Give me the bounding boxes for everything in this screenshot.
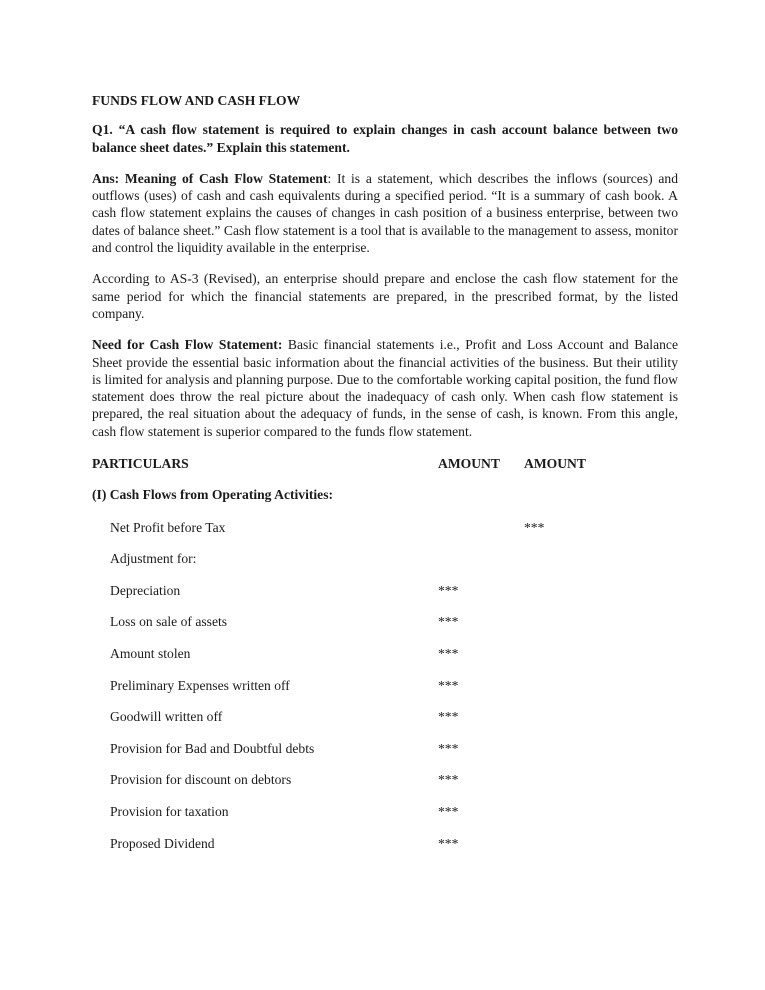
row-amount-1: *** — [438, 835, 459, 851]
row-label: Amount stolen — [110, 646, 191, 662]
table-section-operating-activities: (I) Cash Flows from Operating Activities: — [92, 487, 334, 503]
row-amount-1: *** — [438, 803, 459, 819]
table-row — [92, 582, 678, 599]
table-header-row — [92, 455, 678, 472]
row-label: Provision for taxation — [110, 803, 229, 819]
paragraph-meaning — [92, 170, 678, 256]
table-header-particulars: PARTICULARS — [92, 456, 189, 472]
row-amount-1: *** — [438, 646, 459, 662]
row-label: Goodwill written off — [110, 709, 223, 725]
paragraph-meaning-lead: Ans: Meaning of Cash Flow Statement — [92, 170, 328, 186]
table-row — [92, 771, 678, 788]
table-row — [92, 803, 678, 820]
row-label: Proposed Dividend — [110, 835, 215, 851]
row-amount-2: *** — [524, 519, 545, 535]
row-label: Provision for discount on debtors — [110, 772, 292, 788]
table-row — [92, 740, 678, 757]
row-label: Depreciation — [110, 582, 181, 598]
row-amount-1: *** — [438, 740, 459, 756]
table-header-amount-2: AMOUNT — [524, 456, 586, 472]
row-label: Adjustment for: — [110, 551, 197, 567]
table-row — [92, 835, 678, 852]
table-row — [92, 519, 678, 536]
paragraph-need-lead: Need for Cash Flow Statement: — [92, 337, 283, 353]
row-amount-1: *** — [438, 772, 459, 788]
table-header-amount-1: AMOUNT — [438, 456, 500, 472]
paragraph-meaning-body: : It is a statement, which describes the inflows (sources) and outflows (uses) of cash and cash equivalents during a specified period. “It is a summary of cash book. A cash flow statement explains the causes of changes in cash position of a business enterprise, between two dates of balance sheet.” Cash flow statement is a tool that is available to the management to assess, monitor and control the liquidity available in the enterprise. — [92, 170, 678, 256]
paragraph-as3 — [92, 270, 678, 322]
table-row — [92, 613, 678, 630]
paragraph-need — [92, 336, 678, 440]
paragraph-as3-body: According to AS-3 (Revised), an enterprise should prepare and enclose the cash flow statement for the same period for which the financial statements are prepared, in the prescribed format, by the listed company. — [92, 271, 678, 321]
row-label: Loss on sale of assets — [110, 614, 228, 630]
row-amount-1: *** — [438, 677, 459, 693]
question-heading: Q1. “A cash flow statement is required to explain changes in cash account balance between two balance sheet dates.” Explain this statement. — [92, 122, 678, 155]
row-amount-1: *** — [438, 709, 459, 725]
document-title: FUNDS FLOW AND CASH FLOW — [92, 93, 301, 108]
row-amount-1: *** — [438, 582, 459, 598]
table-row — [92, 677, 678, 694]
table-row — [92, 550, 678, 567]
row-label: Net Profit before Tax — [110, 519, 226, 535]
row-amount-1: *** — [438, 614, 459, 630]
row-label: Provision for Bad and Doubtful debts — [110, 740, 315, 756]
table-row — [92, 708, 678, 725]
table-row — [92, 645, 678, 662]
row-label: Preliminary Expenses written off — [110, 677, 290, 693]
paragraph-need-body: Basic financial statements i.e., Profit and Loss Account and Balance Sheet provide the essential basic information about the financial activities of the business. But their utility is limited for analysis and planning purpose. Due to the comfortable working capital position, the fund flow statement does throw the real picture about the inadequacy of cash only. When cash flow statement is prepared, the real situation about the adequacy of funds, in the sense of cash, is known. From this angle, cash flow statement is superior compared to the funds flow statement. — [92, 337, 678, 439]
